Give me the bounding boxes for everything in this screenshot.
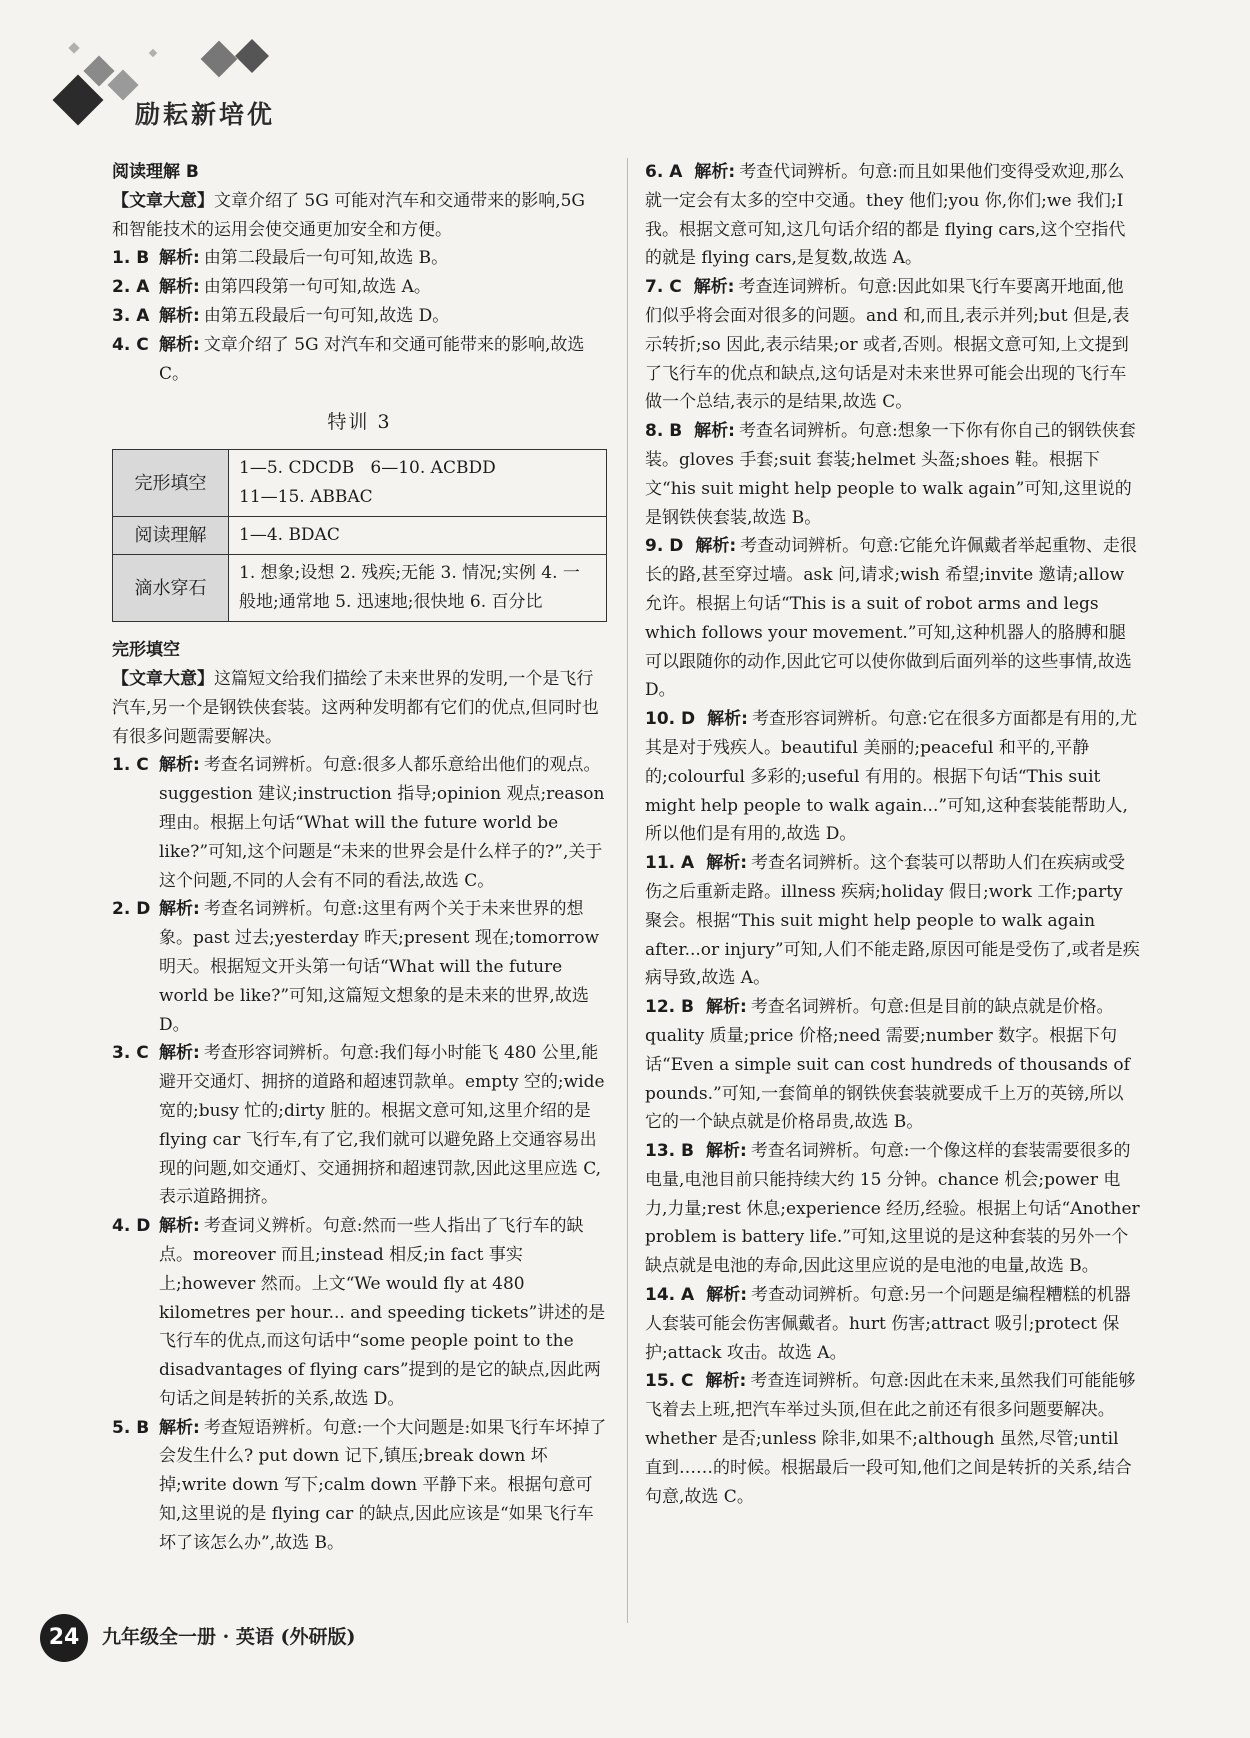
analysis-text: 考查名词辨析。这个套装可以帮助人们在疾病或受伤之后重新走路。illness 疾病;holiday 假日;work 工作;party 聚会。根据“This suit might help people to walk again after...or injury”可知,人们不能走路,原因可能是受伤了,或者是疾病导致,故选 A。 <box>645 853 1140 989</box>
answer-number: 11. A <box>645 853 695 874</box>
analysis-text: 考查形容词辨析。句意:它在很多方面都是有用的,尤其是对于残疾人。beautiful 美丽的;peaceful 和平的,平静的;colourful 多彩的;useful 有用的。根据下句话“This suit might help people to walk again...”可知,这种套装能帮助人,所以他们是有用的,故选 D。 <box>645 709 1138 845</box>
main-idea-reading-b <box>112 187 607 245</box>
diamond-decoration <box>68 42 79 53</box>
analysis-text: 考查名词辨析。句意:一个像这样的套装需要很多的电量,电池目前只能持续大约 15 分钟。chance 机会;power 电力,力量;rest 休息;experience 经历,经验。根据上句话“Another problem is battery life.”可知,这里说的是这种套装的另外一个缺点就是电池的寿命,因此这里应说的是电池的电量,故选 B。 <box>645 1141 1140 1277</box>
analysis-label: 解析: <box>159 1216 200 1237</box>
analysis-label: 解析: <box>159 334 200 355</box>
analysis-text: 由第四段第一句可知,故选 A。 <box>203 277 431 298</box>
analysis-label: 解析: <box>705 1371 747 1392</box>
analysis-text: 考查连词辨析。句意:因此在未来,虽然我们可能能够飞着去上班,把汽车举过头顶,但在此之前还有很多问题要解决。whether 是否;unless 除非,如果不;although 虽然,尽管;until 直到……的时候。根据最后一段可知,他们之间是转折的关系,结合句意,故选 C。 <box>645 1371 1136 1507</box>
analysis-label: 解析: <box>159 1043 200 1064</box>
table-cell <box>229 450 607 517</box>
answer-item <box>645 532 1140 705</box>
table-cell-line: 11—15. ABBAC <box>239 487 373 508</box>
answer-number: 3. C <box>112 1043 149 1064</box>
main-idea-cloze <box>112 665 607 751</box>
table-cell: 1. 想象;设想 2. 残疾;无能 3. 情况;实例 4. 一般地;通常地 5. 迅速地;很快地 6. 百分比 <box>229 555 607 622</box>
analysis-label: 解析: <box>159 899 200 920</box>
diamond-decoration <box>201 41 238 78</box>
page-number: 24 <box>40 1614 88 1662</box>
answer-number: 1. C <box>112 755 149 776</box>
answer-number: 2. D <box>112 899 151 920</box>
analysis-text: 考查名词辨析。句意:这里有两个关于未来世界的想象。past 过去;yesterday 昨天;present 现在;tomorrow 明天。根据短文开头第一句话“What will the future world be like?”可知,这篇短文想象的是未来的世界,故选 D。 <box>159 899 600 1035</box>
left-column <box>112 158 607 1558</box>
footer-book-title: 九年级全一册 · 英语 (外研版) <box>102 1626 356 1648</box>
answer-number: 6. A <box>645 162 683 182</box>
table-row <box>113 555 607 622</box>
answer-item <box>645 993 1140 1137</box>
analysis-label: 解析: <box>695 536 737 557</box>
main-idea-text: 这篇短文给我们描绘了未来世界的发明,一个是飞行汽车,另一个是钢铁侠套装。这两种发明都有它们的优点,但同时也有很多问题需要解决。 <box>112 668 599 747</box>
diamond-decoration <box>149 49 157 57</box>
answer-number: 1. B <box>112 248 150 269</box>
answer-item <box>645 417 1140 532</box>
main-idea-label: 【文章大意】 <box>112 668 214 689</box>
right-column <box>645 158 1140 1511</box>
answer-number: 5. B <box>112 1417 150 1438</box>
analysis-text: 考查名词辨析。句意:想象一下你有你自己的钢铁侠套装。gloves 手套;suit 套装;helmet 头盔;shoes 鞋。根据下文“his suit might help people to walk again”可知,这里说的是钢铁侠套装,故选 B。 <box>645 421 1136 528</box>
answer-number: 9. D <box>645 536 684 557</box>
analysis-text: 考查名词辨析。句意:但是目前的缺点就是价格。quality 质量;price 价格;need 需要;number 数字。根据下句话“Even a simple suit can cost hundreds of thousands of pounds.”可知,一套简单的钢铁侠套装就要成千上万的英镑,所以它的一个缺点就是价格昂贵,故选 B。 <box>645 997 1130 1133</box>
analysis-label: 解析: <box>159 248 200 269</box>
section-title-cloze: 完形填空 <box>112 640 180 661</box>
column-divider <box>627 158 628 1623</box>
analysis-text: 由第五段最后一句可知,故选 D。 <box>203 305 450 326</box>
diamond-decoration <box>235 39 269 73</box>
analysis-label: 解析: <box>694 421 735 442</box>
training-title: 特训 3 <box>327 411 392 434</box>
analysis-label: 解析: <box>707 709 748 730</box>
answer-item <box>645 1137 1140 1281</box>
analysis-label: 解析: <box>159 1417 200 1438</box>
table-header-cell: 滴水穿石 <box>113 555 229 622</box>
answer-number: 7. C <box>645 277 682 298</box>
answer-number: 15. C <box>645 1371 694 1392</box>
analysis-text: 考查形容词辨析。句意:我们每小时能飞 480 公里,能避开交通灯、拥挤的道路和超速罚款单。empty 空的;wide 宽的;busy 忙的;dirty 脏的。根据文意可知,这里介绍的是 flying car 飞行车,有了它,我们就可以避免路上交通容易出现的问题,如交通灯、交通拥挤和超速罚款,因此这里应选 C,表示道路拥挤。 <box>159 1043 605 1208</box>
main-idea-text: 文章介绍了 5G 可能对汽车和交通带来的影响,5G 和智能技术的运用会使交通更加安全和方便。 <box>112 190 586 240</box>
analysis-label: 解析: <box>706 1285 748 1306</box>
answer-item <box>645 849 1140 993</box>
table-row <box>113 517 607 555</box>
answer-item <box>645 1367 1140 1511</box>
answer-item <box>645 158 1140 273</box>
answer-item <box>112 751 607 895</box>
answer-item <box>112 895 607 1039</box>
analysis-text: 考查动词辨析。句意:另一个问题是编程糟糕的机器人套装可能会伤害佩戴者。hurt 伤害;attract 吸引;protect 保护;attack 攻击。故选 A。 <box>645 1285 1131 1363</box>
answer-item <box>112 273 607 302</box>
diamond-decoration <box>107 69 138 100</box>
analysis-text: 考查连词辨析。句意:因此如果飞行车要离开地面,他们似乎将会面对很多的问题。and 和,而且,表示并列;but 但是,表示转折;so 因此,表示结果;or 或者,否则。根据文意可知,上文提到了飞行车的优点和缺点,这句话是对未来世界可能会出现的飞行车做一个总结,表示的是结果,故选 C。 <box>645 277 1130 413</box>
answer-item <box>112 1414 607 1558</box>
analysis-text: 由第二段最后一句可知,故选 B。 <box>203 248 449 269</box>
analysis-label: 解析: <box>694 162 736 182</box>
analysis-text: 考查名词辨析。句意:很多人都乐意给出他们的观点。suggestion 建议;instruction 指导;opinion 观点;reason 理由。根据上句话“What will the future world be like?”可知,这个问题是“未来的世界会是什么样子的?”,关于这个问题,不同的人会有不同的看法,故选 C。 <box>159 755 605 891</box>
answer-item <box>645 1281 1140 1367</box>
analysis-label: 解析: <box>159 277 200 298</box>
answer-item <box>112 1212 607 1414</box>
answer-number: 13. B <box>645 1141 694 1162</box>
answer-number: 8. B <box>645 421 683 442</box>
answer-item <box>112 331 607 389</box>
main-idea-label: 【文章大意】 <box>112 190 214 211</box>
answer-item <box>112 244 607 273</box>
table-header-cell: 阅读理解 <box>113 517 229 555</box>
analysis-label: 解析: <box>706 853 748 874</box>
analysis-label: 解析: <box>706 997 747 1018</box>
analysis-text: 文章介绍了 5G 对汽车和交通可能带来的影响,故选 C。 <box>159 334 585 384</box>
brand-title: 励耘新培优 <box>135 100 276 129</box>
answer-item <box>112 302 607 331</box>
answer-table <box>112 449 607 622</box>
table-cell-line: 1—5. CDCDB 6—10. ACBDD <box>239 458 496 479</box>
answer-number: 4. D <box>112 1216 151 1237</box>
analysis-text: 考查代词辨析。句意:而且如果他们变得受欢迎,那么就一定会有太多的空中交通。they 他们;you 你,你们;we 我们;I 我。根据文意可知,这几句话介绍的都是 flying cars,这个空指代的就是 flying cars,是复数,故选 A。 <box>645 162 1126 269</box>
analysis-text: 考查词义辨析。句意:然而一些人指出了飞行车的缺点。moreover 而且;instead 相反;in fact 事实上;however 然而。上文“We would fly at 480 kilometres per hour... and speeding tickets”讲述的是飞行车的优点,而这句话中“some people point to the disadvantages of flying cars”提到的是它的缺点,因此两句话之间是转折的关系,故选 D。 <box>159 1216 606 1409</box>
answer-number: 10. D <box>645 709 696 730</box>
answer-number: 3. A <box>112 305 150 326</box>
analysis-label: 解析: <box>159 755 200 776</box>
section-title-reading-b: 阅读理解 B <box>112 162 199 182</box>
table-cell: 1—4. BDAC <box>229 517 607 555</box>
answer-item <box>645 705 1140 849</box>
answer-number: 4. C <box>112 334 149 355</box>
table-row <box>113 450 607 517</box>
table-header-cell: 完形填空 <box>113 450 229 517</box>
analysis-text: 考查短语辨析。句意:一个大问题是:如果飞行车坏掉了会发生什么? put down 记下,镇压;break down 坏掉;write down 写下;calm down 平静下来。根据句意可知,这里说的是 flying car 的缺点,因此应该是“如果飞行车坏了该怎么办”,故选 B。 <box>159 1417 607 1553</box>
analysis-label: 解析: <box>706 1141 747 1162</box>
answer-number: 14. A <box>645 1285 695 1306</box>
analysis-label: 解析: <box>693 277 735 298</box>
answer-number: 2. A <box>112 277 150 298</box>
analysis-label: 解析: <box>159 305 200 326</box>
answer-item <box>645 273 1140 417</box>
answer-number: 12. B <box>645 997 694 1018</box>
answer-item <box>112 1039 607 1212</box>
analysis-text: 考查动词辨析。句意:它能允许佩戴者举起重物、走很长的路,甚至穿过墙。ask 问,请求;wish 希望;invite 邀请;allow 允许。根据上句话“This is a suit of robot arms and legs which follows your movement.”可知,这种机器人的胳膊和腿可以跟随你的动作,因此它可以使你做到后面列举的这些事情,故选 D。 <box>645 536 1137 701</box>
header-decoration <box>30 38 360 148</box>
